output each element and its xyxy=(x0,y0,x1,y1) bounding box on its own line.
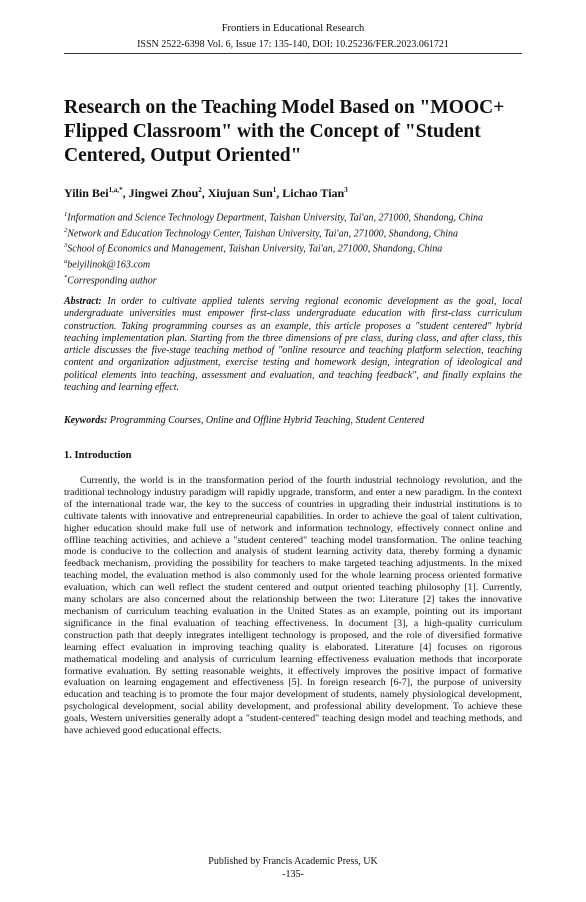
email-text: beiyilinok@163.com xyxy=(67,259,151,271)
affiliation-mark: 3 xyxy=(64,242,68,250)
author-affiliation-mark: 2 xyxy=(198,186,202,194)
abstract-text: In order to cultivate applied talents serving regional economic development as the goal, local undergraduate universities must empower first-class undergraduate education with first-class curriculum construction. Taking programming courses as an example, this article proposes a "student centered" hybrid teaching implementation plan. Starting from the three dimensions of pre class, during class, and after class, this article discusses the five-stage teaching method of "online resource and teaching platform selection, teaching content and organization adjustment, exercise testing and homework design, integration of ideological and political elements into teaching, assessment and evaluation, and teaching feedback", and finally explains the teaching and learning effect. xyxy=(64,296,523,394)
affiliation-text: School of Economics and Management, Taishan University, Tai'an, 271000, Shandong, China xyxy=(67,243,443,255)
author-name: Xiujuan Sun xyxy=(207,186,273,200)
author-name: Yilin Bei xyxy=(64,186,109,200)
keywords-label: Keywords: xyxy=(64,415,108,426)
abstract xyxy=(64,296,522,394)
keywords-text: Programming Courses, Online and Offline Hybrid Teaching, Student Centered xyxy=(109,415,425,426)
affiliation-list xyxy=(64,209,522,287)
corresponding-mark: * xyxy=(64,273,68,281)
corresponding-text: Corresponding author xyxy=(67,274,157,286)
running-header-journal: Frontiers in Educational Research xyxy=(221,23,365,34)
abstract-label: Abstract: xyxy=(64,296,102,307)
page-number: -135- xyxy=(282,869,304,880)
affiliation-item xyxy=(64,240,522,256)
author-affiliation-mark: 1,a,* xyxy=(108,186,123,194)
affiliation-mark: 1 xyxy=(64,211,68,218)
paper-title: Research on the Teaching Model Based on "MOOC+ Flipped Classroom" with the Concept of "Student Centered, Output Oriented" xyxy=(64,97,505,166)
email-item xyxy=(64,256,522,272)
footer-publisher: Published by Francis Academic Press, UK xyxy=(208,856,378,867)
email-mark: a xyxy=(64,257,68,265)
affiliation-mark: 2 xyxy=(64,226,68,234)
affiliation-item xyxy=(64,209,522,225)
header-divider xyxy=(64,53,522,54)
body-paragraph: Currently, the world is in the transformation period of the fourth industrial technology revolution, and the traditional technology industry paradigm will rapidly upgrade, transform, and enter a new paradigm. In the context of the international trade war, the key to the success of countries in upgrading their industrial institutions is to cultivate talents with innovative and entrepreneurial capabilities. In order to achieve the goal of talent cultivation, higher education should make full use of network and information technology, effectively connect online and offline teaching activities, and achieve a "student centered" teaching model transformation. The online teaching mode is conducive to the collection and analysis of student learning activity data, thereby forming a dynamic feedback mechanism, providing the possibility for teachers to make targeted teaching adjustments. In the mixed teaching model, the evaluation method is also commonly used for the whole learning process oriented formative evaluation, which can well reflect the student centered and output oriented teaching philosophy [1]. Currently, many scholars are also concerned about the relationship between the two: Literature [2] takes the innovative mechanism of curriculum teaching evaluation in the United States as an example, pointing out its important significance in the final evaluation of teaching effectiveness. In document [3], a high-quality curriculum construction path that deeply integrates intelligent technology is proposed, and the role of diversified formative learning effect evaluation in improving teaching quality is elaborated. Literature [4] focuses on rigorous mathematical modeling and analysis of curriculum learning effectiveness evaluation methods that incorporate formative evaluation. By setting reasonable weights, it effectively improves the positive impact of formative evaluation on learning engagement and effectiveness [5]. In foreign research [6-7], the purpose of university education and teaching is to promote the four major development of students, namely physiological development, psychological development, social ability development, and professional ability development. To achieve these goals, Western universities generally adopt a "student-centered" teaching design model and teaching methods, and have achieved good educational effects. xyxy=(64,475,522,737)
affiliation-text: Network and Education Technology Center, Taishan University, Tai'an, 271000, Shandong, China xyxy=(67,227,459,239)
running-header-issn: ISSN 2522-6398 Vol. 6, Issue 17: 135-140, DOI: 10.25236/FER.2023.061721 xyxy=(137,39,449,50)
section-heading: 1. Introduction xyxy=(64,450,132,461)
author-affiliation-mark: 3 xyxy=(344,186,348,194)
author-separator: , xyxy=(122,186,129,200)
corresponding-author-note xyxy=(64,272,522,288)
author-list xyxy=(64,183,524,201)
author-affiliation-mark: 1 xyxy=(272,186,277,194)
author-separator: , xyxy=(276,186,283,200)
author-separator: , xyxy=(201,186,208,200)
keywords xyxy=(64,415,522,427)
affiliation-item xyxy=(64,225,522,241)
affiliation-text: Information and Science Technology Department, Taishan University, Tai'an, 271000, Shandong, China xyxy=(67,212,483,224)
author-name: Jingwei Zhou xyxy=(128,186,199,200)
author-name: Lichao Tian xyxy=(282,186,345,200)
